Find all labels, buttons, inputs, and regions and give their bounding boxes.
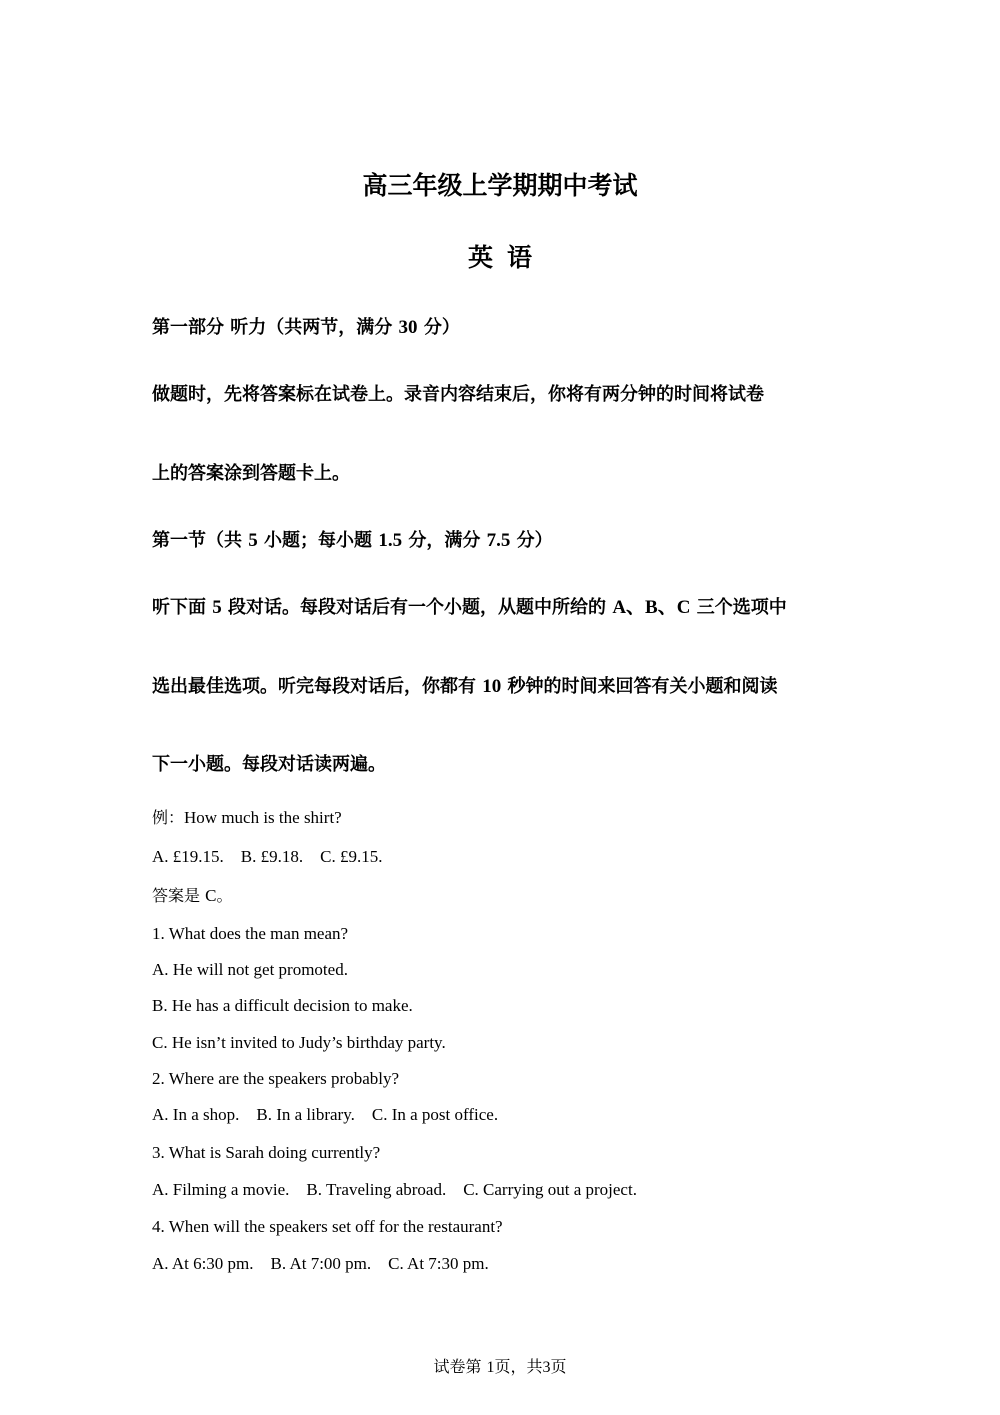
example-option-c: C. £9.15.	[320, 847, 383, 866]
section1-points-each: 1.5	[378, 530, 403, 551]
section1-heading-text-a: 第一节（共	[152, 530, 249, 551]
section1-total-points: 7.5	[486, 530, 511, 551]
section1-seconds: 10	[482, 676, 502, 697]
section1-option-letters: A、B、C	[612, 597, 691, 618]
question-1-option-a: A. He will not get promoted.	[152, 960, 348, 979]
question-2-option-b: B. In a library.	[256, 1105, 355, 1124]
question-1-stem: 1. What does the man mean?	[152, 924, 349, 943]
footer-page-number: 1	[486, 1359, 495, 1376]
footer-text-a: 试卷第	[433, 1357, 487, 1376]
section1-heading-text-c: 分，满分	[402, 530, 487, 551]
section1-heading-text-b: 小题；每小题	[257, 530, 379, 551]
section1-heading-text-d: 分）	[510, 530, 553, 551]
example-answer-letter: C	[205, 886, 217, 905]
question-3-stem: 3. What is Sarah doing currently?	[152, 1143, 381, 1162]
part1-instruction-line1: 做题时，先将答案标在试卷上。录音内容结束后，你将有两分钟的时间将试卷	[152, 384, 764, 405]
section1-instr2-text-a: 选出最佳选项。听完每段对话后，你都有	[152, 676, 483, 697]
example-answer-end: 。	[216, 886, 233, 905]
part1-instruction-line2: 上的答案涂到答题卡上。	[152, 463, 350, 484]
section1-instr1-text-b: 段对话。每段对话后有一个小题，从题中所给的	[221, 597, 613, 618]
example-answer	[152, 884, 232, 908]
exam-title: 高三年级上学期期中考试	[362, 171, 638, 200]
section1-heading	[152, 528, 553, 554]
question-3-option-a: A. Filming a movie.	[152, 1180, 290, 1199]
footer-total-pages: 3	[542, 1359, 551, 1376]
section1-instr1-text-a: 听下面	[152, 597, 213, 618]
question-4-option-a: A. At 6:30 pm.	[152, 1254, 254, 1273]
question-2-option-a: A. In a shop.	[152, 1105, 240, 1124]
example-options	[152, 845, 399, 869]
question-3-option-b: B. Traveling abroad.	[306, 1180, 447, 1199]
part1-heading-text-a: 第一部分 听力（共两节，满分	[152, 317, 399, 338]
question-1-option-c: C. He isn’t invited to Judy’s birthday party.	[152, 1033, 446, 1052]
section1-question-count: 5	[248, 530, 258, 551]
footer-text-b: 页，共	[494, 1357, 543, 1376]
page-footer	[0, 1356, 1000, 1379]
question-4-stem: 4. When will the speakers set off for the restaurant?	[152, 1217, 503, 1236]
section1-instruction-line2	[152, 674, 778, 700]
subject-title: 英语	[467, 243, 546, 272]
question-2-option-c: C. In a post office.	[371, 1105, 499, 1124]
example-question	[152, 806, 342, 830]
question-4-option-b: B. At 7:00 pm.	[270, 1254, 372, 1273]
question-4-options	[152, 1252, 506, 1276]
section1-instr2-text-b: 秒钟的时间来回答有关小题和阅读	[501, 676, 778, 697]
question-3-options	[152, 1178, 654, 1202]
section1-dialogue-count: 5	[212, 597, 222, 618]
part1-heading	[152, 315, 460, 341]
example-option-b: B. £9.18.	[240, 847, 304, 866]
section1-instruction-line1	[152, 595, 787, 621]
question-2-options	[152, 1103, 515, 1127]
part1-heading-text-b: 分）	[417, 317, 460, 338]
question-4-option-c: C. At 7:30 pm.	[388, 1254, 489, 1273]
example-answer-label: 答案是	[152, 886, 206, 905]
question-1-option-b: B. He has a difficult decision to make.	[152, 996, 413, 1015]
example-question-text: How much is the shirt?	[184, 808, 342, 827]
footer-text-c: 页	[550, 1357, 567, 1376]
question-3-option-c: C. Carrying out a project.	[463, 1180, 637, 1199]
part1-heading-score: 30	[398, 317, 418, 338]
section1-instruction-line3: 下一小题。每段对话读两遍。	[152, 754, 386, 775]
example-label: 例：	[152, 808, 185, 827]
question-2-stem: 2. Where are the speakers probably?	[152, 1069, 400, 1088]
example-option-a: A. £19.15.	[152, 847, 224, 866]
section1-instr1-text-c: 三个选项中	[690, 597, 787, 618]
